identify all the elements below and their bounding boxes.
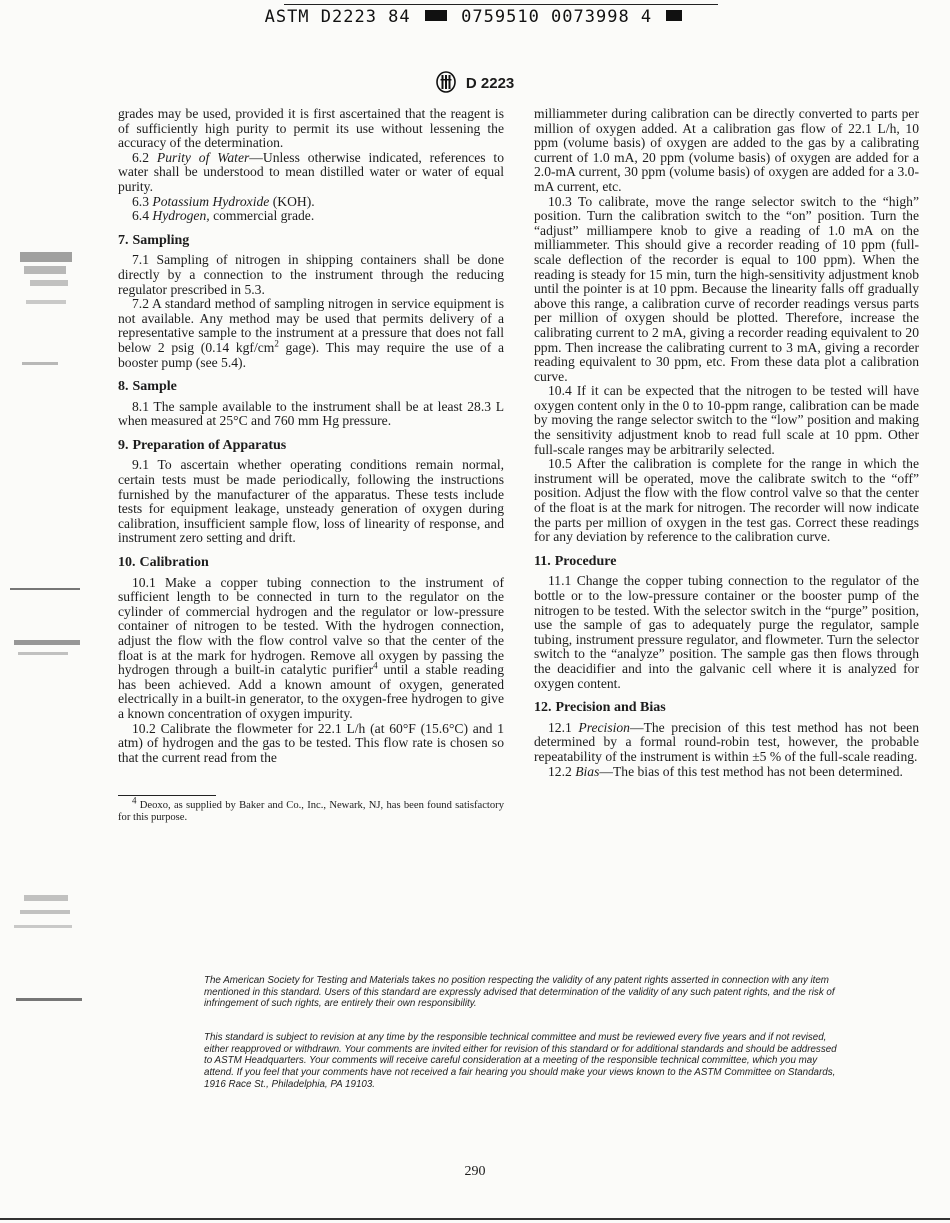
paragraph-12-2: 12.2 Bias—The bias of this test method has not been determined. <box>548 763 903 779</box>
paragraph-10-1: 10.1 Make a copper tubing connection to the instrument of sufficient length to be connected in turn to the regulator on the cylinder of commercial hydrogen and the regulator or low-pressure container of nitrogen to be tested. With the hydrogen connection, adjust the flow with the flow control valve so that the center of the float is at the mark for hydrogen. Remove all oxygen by passing the hydrogen through a built-in catalytic purifier$^4$ until a stable reading has been achieved. Add a known amount of oxygen, generated electrically in a built-in generator, to the oxygen-free hydrogen to give a known concentration of oxygen impurity. <box>118 574 504 721</box>
paragraph-10-5: 10.5 After the calibration is complete for the range in which the instrument will be operated, move the calibrate switch to the “off” position. Adjust the flow with the flow control valve so that the center of the float is at the mark for nitrogen. The recorder will now indicate the parts per million of oxygen in the test gas. Correct these readings for any deviation by reference to the calibration curve. <box>534 456 919 545</box>
patent-notice: The American Society for Testing and Materials takes no position respecting the validity of any patent rights asserted in connection with any item mentioned in this standard. Users of this standard are expressly advised that determination of the validity of any such patent rights, and the risk of infringement of such rights, are entirely their own responsibility. <box>204 975 835 1010</box>
header-rule <box>284 4 718 5</box>
code-part-1: ASTM D2223 84 <box>264 7 411 27</box>
section-heading-calibration: 10. Calibration <box>118 555 209 571</box>
left-column <box>118 107 504 824</box>
right-column <box>534 107 919 779</box>
paragraph-11-1: 11.1 Change the copper tubing connection to the regulator of the bottle or to the low-pressure container or the booster pump of the nitrogen to be tested. With the selector switch in the “purge” position, use the sample of gas to adequately purge the regulator, sample tubing, instrument pressure regulator, and flowmeter. Turn the selector switch to the “analyze” position. The sample gas then flows through the deacidifier and into the galvanic cell where it is analyzed for oxygen content. <box>534 573 919 691</box>
section-heading-precision-bias: 12. Precision and Bias <box>534 700 666 716</box>
section-heading-preparation: 9. Preparation of Apparatus <box>118 437 287 453</box>
section-heading-sample: 8. Sample <box>118 379 177 395</box>
paragraph-6-2: 6.2 Purity of Water—Unless otherwise indicated, references to water shall be understood to mean distilled water or water of equal purity. <box>118 149 505 194</box>
paragraph: milliammeter during calibration can be directly converted to parts per million of oxygen added. At a calibration gas flow of 22.1 L/h, 10 ppm (volume basis) of oxygen are added to the gas by a calibrating current of 1.0 mA, 20 ppm (volume basis) of oxygen are added for a 2.0-mA current, 30 ppm (volume basis) of oxygen are added for a 3.0-mA current, etc. <box>534 106 919 194</box>
paragraph-10-2: 10.2 Calibrate the flowmeter for 22.1 L/h (at 60°F (15.6°C) and 1 atm) of hydrogen and the gas to be tested. This flow rate is chosen so that the current read from the <box>118 720 504 765</box>
black-block-mark <box>425 10 447 21</box>
page-number: 290 <box>464 1164 486 1179</box>
footnote: $^4$ Deoxo, as supplied by Baker and Co., Inc., Newark, NJ, has been found satisfactory for this purpose. <box>118 795 504 824</box>
code-part-2: 0759510 0073998 4 <box>461 7 653 27</box>
paragraph-7-2: 7.2 A standard method of sampling nitrogen in service equipment is not available. Any method may be used that permits delivery of a representative sample to the instrument at a pressure that does not fall below 2 psig (0.14 kgf/$cm^2$ gage). This may require the use of a booster pump (see 5.4). <box>118 296 504 370</box>
paragraph-9-1: 9.1 To ascertain whether operating conditions remain normal, certain tests must be made periodically, following the instructions furnished by the manufacturer of the apparatus. These tests include tests for equipment leakage, unsteady generation of oxygen during calibration, insufficient sample flow, loss of linearity of response, and instrument zero setting and drift. <box>118 457 504 546</box>
document-code-header <box>0 7 950 27</box>
section-heading-procedure: 11. Procedure <box>534 553 617 569</box>
astm-logo-icon <box>436 71 456 93</box>
paragraph-8-1: 8.1 The sample available to the instrument shall be at least 28.3 L when measured at 25°C and 760 mm Hg pressure. <box>118 398 504 429</box>
paragraph-6-4: 6.4 Hydrogen, commercial grade. <box>132 208 315 224</box>
designation-header <box>0 71 950 93</box>
revision-notice: This standard is subject to revision at any time by the responsible technical committee and must be reviewed every five years and if not revised, either reapproved or withdrawn. Your comments are invited either for revision of this standard or for additional standards and should be addressed to ASTM Headquarters. Your comments will receive careful consideration at a meeting of the responsible technical committee, which you may attend. If you feel that your comments have not received a fair hearing you should make your views known to the ASTM Committee on Standards, 1916 Race St., Philadelphia, PA 19103. <box>204 1032 837 1090</box>
paragraph-7-1: 7.1 Sampling of nitrogen in shipping containers shall be done directly by a connection to the instrument through the reducing regulator prescribed in 5.3. <box>118 252 504 297</box>
paragraph: grades may be used, provided it is first ascertained that the reagent is of sufficiently high purity to permit its use without lessening the accuracy of the determination. <box>118 106 504 151</box>
section-heading-sampling: 7. Sampling <box>118 232 190 248</box>
paragraph-10-4: 10.4 If it can be expected that the nitrogen to be tested will have oxygen content only in the 0 to 10-ppm range, calibration can be made by moving the range selector switch to the “low” position and making the sensitivity adjustment knob to read full scale at 10 ppm. Other full-scale ranges may be arbitrarily selected. <box>534 383 919 457</box>
black-block-mark <box>666 10 682 21</box>
paragraph-10-3: 10.3 To calibrate, move the range selector switch to the “high” position. Turn the calibration switch to the “on” position. Turn the “adjust” milliampere knob to give a reading of 1.0 mA on the milliammeter. This should give a recorder reading of 10 ppm (full-scale deflection of the recorder is equal to 100 ppm). When the reading is steady for 15 min, turn the high-sensitivity adjustment knob until the pointer is at 10 ppm. Because the linearity falls off gradually above this range, a calibration curve of recorder readings versus parts per million of oxygen should be plotted. Therefore, increase the calibrating current to 2 mA, giving a recorder reading equivalent to 20 ppm. Then increase the calibrating current to 3 mA, giving a recorder reading equivalent to 30 ppm, etc. From these data plot a calibration curve. <box>534 193 919 384</box>
designation: D 2223 <box>465 75 515 92</box>
paragraph-12-1: 12.1 Precision—The precision of this test method has not been determined by a formal round-robin test, however, the probable repeatability of the instrument is within ±5 % of the full-scale reading. <box>534 719 919 764</box>
scan-margin-marks <box>0 0 110 1223</box>
paragraph-6-3: 6.3 Potassium Hydroxide (KOH). <box>132 193 315 209</box>
page-bottom-edge <box>0 1218 950 1220</box>
